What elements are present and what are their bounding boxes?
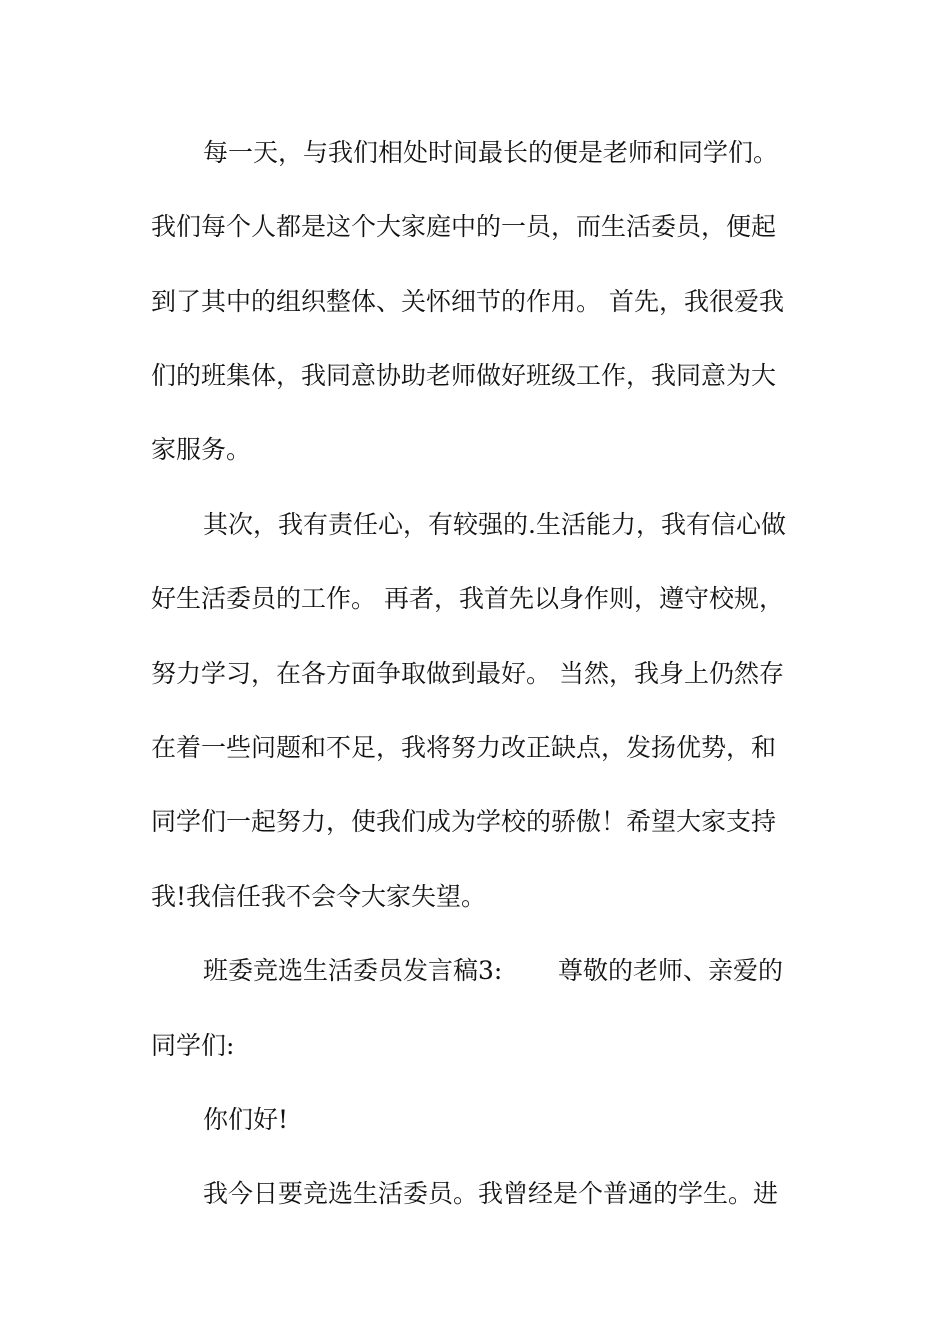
text-line: 我们每个人都是这个大家庭中的一员，而生活委员，便起 — [151, 212, 777, 241]
text-line: 我今日要竞选生活委员。我曾经是个普通的学生。进 — [203, 1179, 779, 1208]
text-line: 我!我信任我不会令大家失望。 — [151, 882, 487, 911]
text-line: 在着一些问题和不足，我将努力改正缺点，发扬优势，和 — [151, 733, 777, 762]
text-line: 们的班集体，我同意协助老师做好班级工作，我同意为大 — [151, 361, 777, 390]
text-line: 你们好! — [203, 1105, 289, 1134]
text-line: 家服务。 — [151, 435, 252, 464]
text-line: 到了其中的组织整体、关怀细节的作用。 首先，我很爱我 — [151, 287, 784, 316]
text-line: 同学们一起努力，使我们成为学校的骄傲！希望大家支持 — [151, 807, 777, 836]
text-line: 努力学习，在各方面争取做到最好。 当然，我身上仍然存 — [151, 659, 784, 688]
text-line: 同学们: — [151, 1031, 235, 1060]
text-line: 好生活委员的工作。 再者，我首先以身作则，遵守校规， — [151, 584, 784, 613]
text-line: 其次，我有责任心，有较强的.生活能力，我有信心做 — [203, 510, 786, 539]
text-line: 班委竞选生活委员发言稿3: 尊敬的老师、亲爱的 — [203, 956, 783, 985]
text-line: 每一天，与我们相处时间最长的便是老师和同学们。 — [203, 138, 779, 167]
